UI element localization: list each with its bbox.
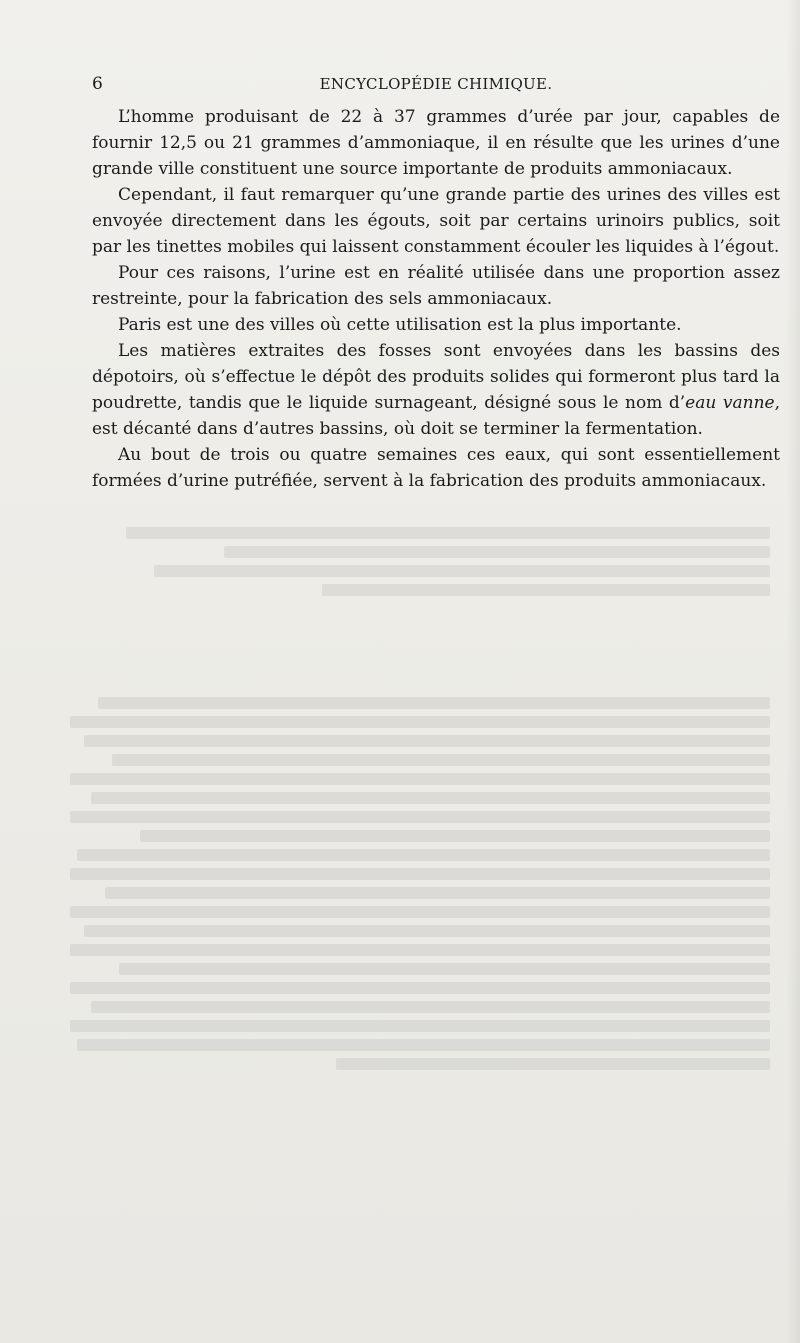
paragraph-fermented-waters: Au bout de trois ou quatre semaines ces eaux, qui sont essentiellement formées d’urine putréfiée, servent à la fabrication des produits ammoniacaux. <box>92 445 780 491</box>
paragraph-depotoirs-end: , est décanté dans d’autres bassins, où doit se terminer la fermentation. <box>92 393 780 439</box>
running-title: ENCYCLOPÉDIE CHIMIQUE. <box>319 75 553 93</box>
paragraph-depotoirs-start: Les matières extraites des fosses sont envoyées dans les bassins des dépotoirs, où s’effectue le dépôt des produits solides qui formeront plus tard la poudrette, tandis que le liquide surnageant, désigné sous le nom d’ <box>92 341 780 413</box>
eau-vanne-term: eau vanne <box>685 393 775 413</box>
reverse-side-bleed-upper <box>70 520 770 603</box>
body-text <box>92 104 780 494</box>
paragraph-sewer-disposal: Cependant, il faut remarquer qu’une grande partie des urines des villes est envoyée directement dans les égouts, soit par certains urinoirs publics, soit par les tinettes mobiles qui laissent constamment écouler les liquides à l’égout. <box>92 185 780 257</box>
paragraph-limited-use: Pour ces raisons, l’urine est en réalité utilisée dans une proportion assez restreinte, pour la fabrication des sels ammoniacaux. <box>92 263 780 309</box>
page-number: 6 <box>92 74 103 94</box>
paragraph-paris: Paris est une des villes où cette utilisation est la plus importante. <box>118 315 682 335</box>
paragraph-urea-production: L’homme produisant de 22 à 37 grammes d’urée par jour, capables de fournir 12,5 ou 21 grammes d’ammoniaque, il en résulte que les urines d’une grande ville constituent une source importante de produits ammoniacaux. <box>92 107 780 179</box>
page-edge-shadow <box>786 0 800 1343</box>
paragraph-depotoirs <box>92 338 780 442</box>
reverse-side-bleed-lower <box>70 690 770 1077</box>
page-header <box>92 74 780 98</box>
